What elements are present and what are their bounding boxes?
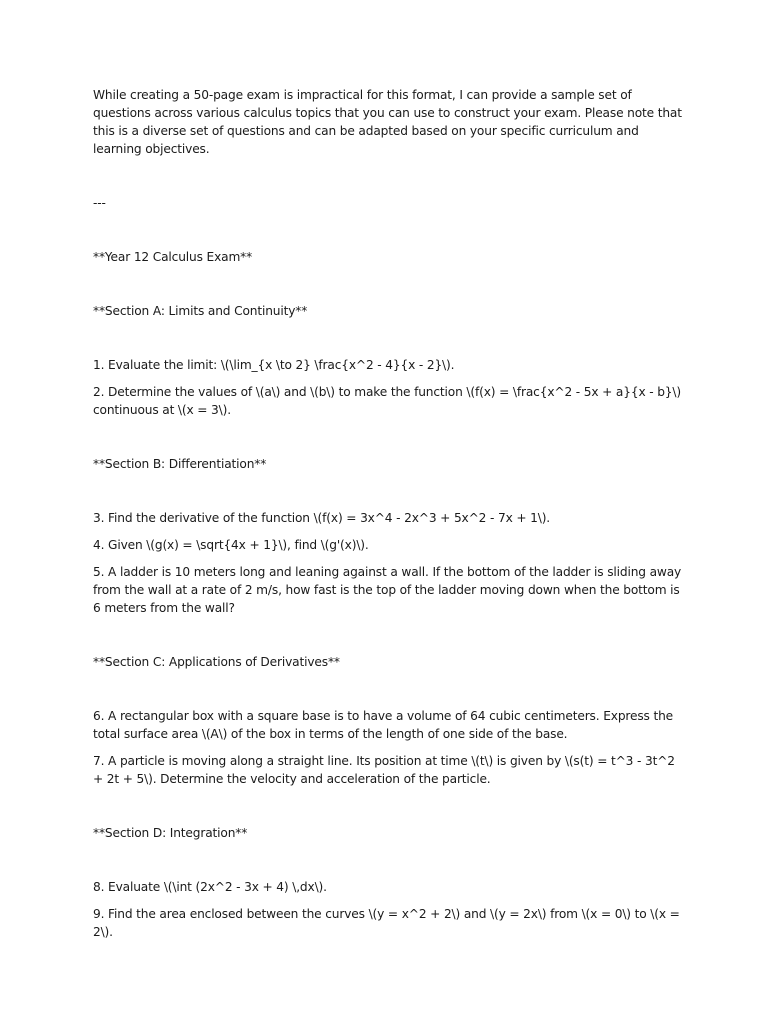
- question-9: 9. Find the area enclosed between the curves \(y = x^2 + 2\) and \(y = 2x\) from \(x = 0\) to \(x = 2\).: [93, 907, 680, 939]
- question-7: 7. A particle is moving along a straight line. Its position at time \(t\) is given by \(s(t) = t^3 - 3t^2 + 2t + 5\). Determine the velocity and acceleration of the particle.: [93, 754, 675, 786]
- section-a-heading: **Section A: Limits and Continuity**: [93, 304, 308, 318]
- intro-paragraph: While creating a 50-page exam is impractical for this format, I can provide a sample set of questions across various calculus topics that you can use to construct your exam. Please note that this is a diverse set of questions and can be adapted based on your specific curriculum and learning objectives.: [93, 88, 682, 156]
- question-8: 8. Evaluate \(\int (2x^2 - 3x + 4) \,dx\).: [93, 880, 327, 894]
- question-4: 4. Given \(g(x) = \sqrt{4x + 1}\), find \(g'(x)\).: [93, 538, 369, 552]
- question-5: 5. A ladder is 10 meters long and leaning against a wall. If the bottom of the ladder is sliding away from the wall at a rate of 2 m/s, how fast is the top of the ladder moving down when the bottom is 6 meters from the wall?: [93, 565, 682, 615]
- document-body: [93, 86, 683, 950]
- question-3: 3. Find the derivative of the function \(f(x) = 3x^4 - 2x^3 + 5x^2 - 7x + 1\).: [93, 511, 551, 525]
- section-c-heading: **Section C: Applications of Derivatives**: [93, 655, 340, 669]
- exam-title: **Year 12 Calculus Exam**: [93, 250, 253, 264]
- question-6: 6. A rectangular box with a square base is to have a volume of 64 cubic centimeters. Express the total surface area \(A\) of the box in terms of the length of one side of the base.: [93, 709, 674, 741]
- section-b-heading: **Section B: Differentiation**: [93, 457, 267, 471]
- separator-line: ---: [93, 196, 106, 210]
- question-1: 1. Evaluate the limit: \(\lim_{x \to 2} \frac{x^2 - 4}{x - 2}\).: [93, 358, 455, 372]
- section-d-heading: **Section D: Integration**: [93, 826, 248, 840]
- question-2: 2. Determine the values of \(a\) and \(b\) to make the function \(f(x) = \frac{x^2 - 5x + a}{x - b}\) continuous at \(x = 3\).: [93, 385, 681, 417]
